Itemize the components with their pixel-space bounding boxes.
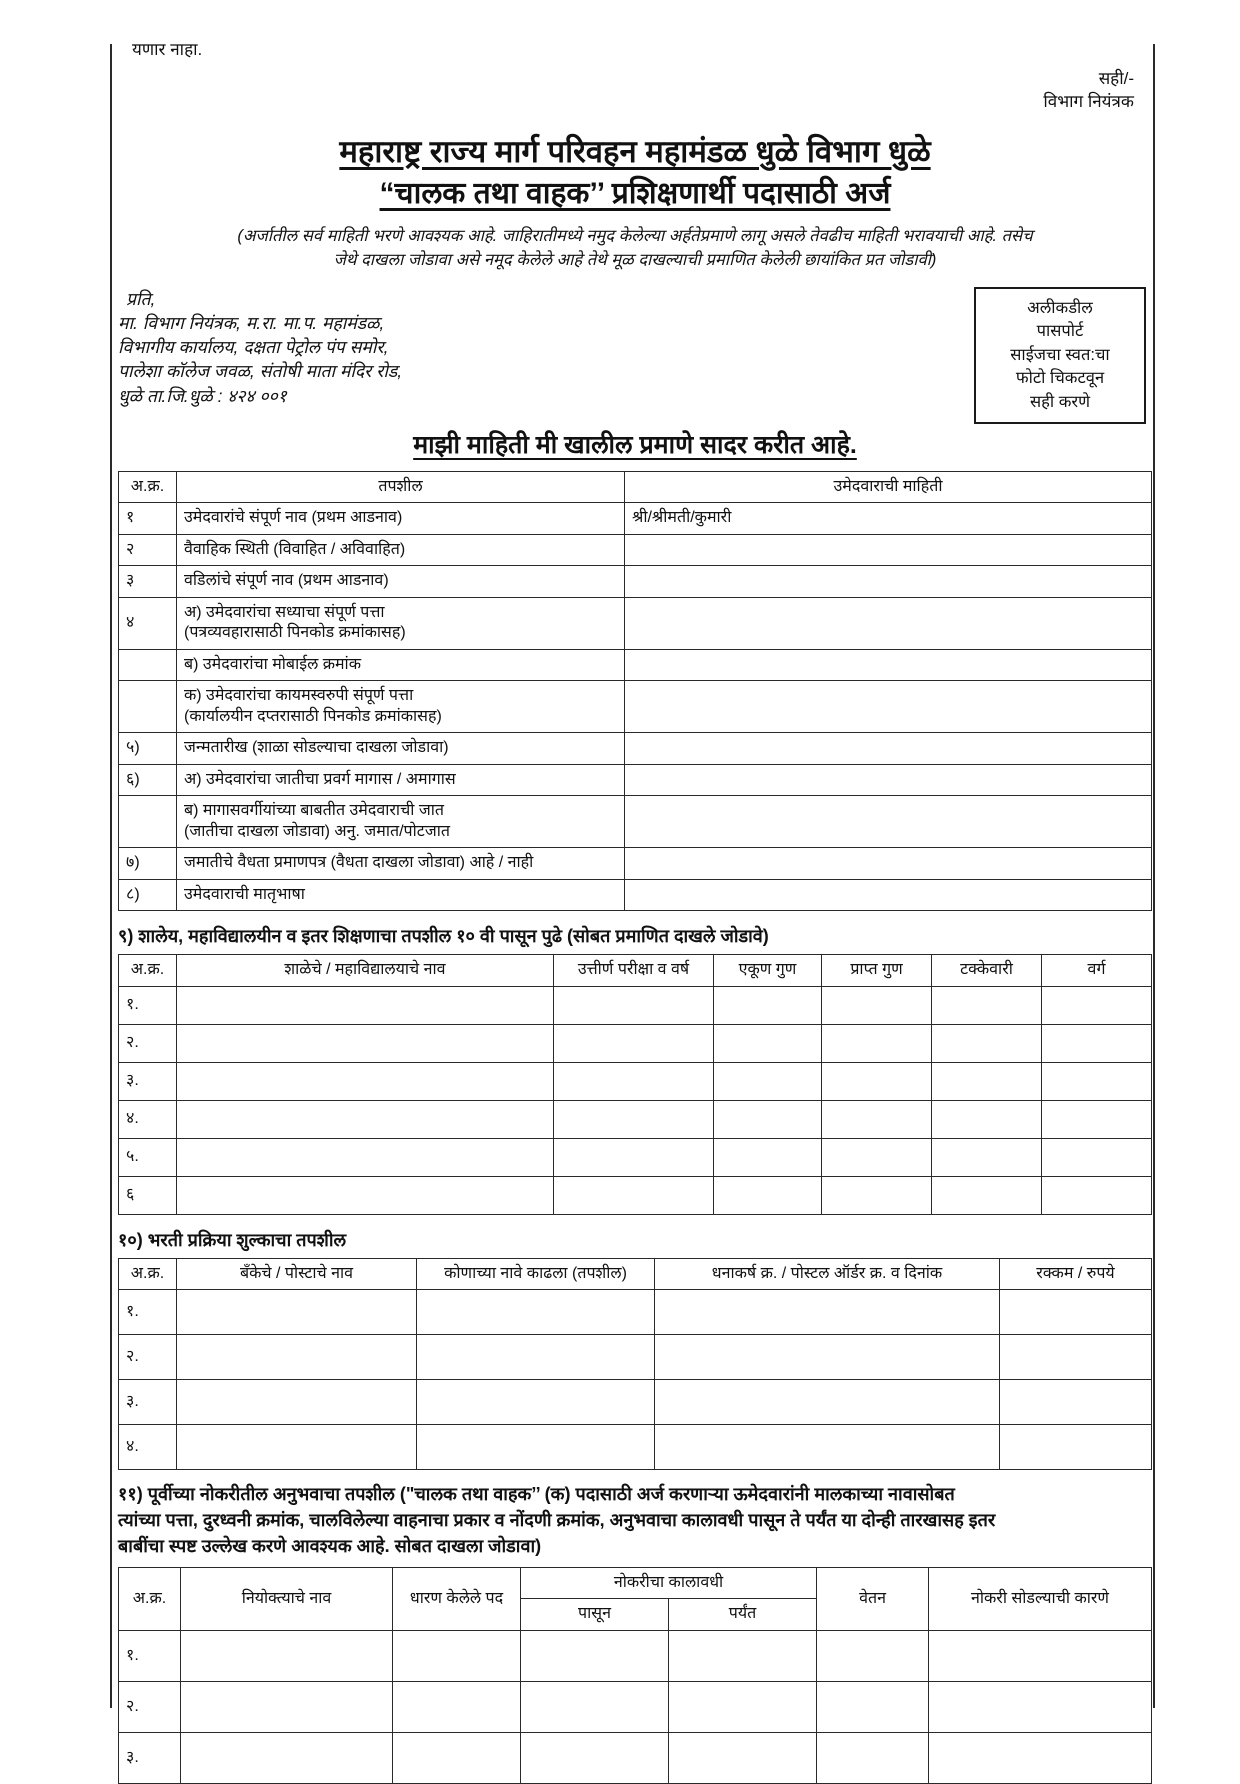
signature-line: सही/- bbox=[1098, 69, 1134, 89]
cell-class[interactable] bbox=[1042, 986, 1152, 1024]
cell-obtained-marks[interactable] bbox=[822, 1100, 932, 1138]
table-row bbox=[119, 1681, 1152, 1732]
table-row bbox=[119, 681, 1152, 733]
instruction-note-line-2: जेथे दाखला जोडावा असे नमूद केलेले आहे तेथे मूळ दाखल्याची प्रमाणित केलेली छायांकित प्रत जोडावी) bbox=[333, 251, 937, 270]
cell-salary[interactable] bbox=[817, 1732, 929, 1783]
table-row bbox=[119, 566, 1152, 597]
cell-percentage[interactable] bbox=[932, 986, 1042, 1024]
row-sr: १ bbox=[119, 503, 177, 534]
cell-obtained-marks[interactable] bbox=[822, 986, 932, 1024]
row-sr bbox=[119, 796, 177, 848]
column-header-sr: अ.क्र. bbox=[119, 1258, 177, 1289]
table-header-row bbox=[119, 1258, 1152, 1289]
column-header-bank-post-name: बँकेचे / पोस्टाचे नाव bbox=[177, 1258, 417, 1289]
addressee-line-4: धुळे ता.जि.धुळे : ४२४ ००१ bbox=[118, 385, 287, 406]
cell-post-held[interactable] bbox=[393, 1630, 521, 1681]
row-detail: वैवाहिक स्थिती (विवाहित / अविवाहित) bbox=[177, 534, 625, 565]
row-sr: २. bbox=[119, 1681, 181, 1732]
cell-class[interactable] bbox=[1042, 1024, 1152, 1062]
row-detail-line-1: ब) मागासवर्गीयांच्या बाबतीत उमेदवाराची जात bbox=[184, 802, 444, 820]
row-value[interactable] bbox=[625, 566, 1152, 597]
row-sr bbox=[119, 681, 177, 733]
cell-exam-year[interactable] bbox=[554, 1100, 714, 1138]
cell-salary[interactable] bbox=[817, 1630, 929, 1681]
row-detail-line-2: (कार्यालयीन दप्तरासाठी पिनकोड क्रमांकासह) bbox=[184, 707, 442, 725]
table-row bbox=[119, 597, 1152, 649]
column-header-class: वर्ग bbox=[1042, 955, 1152, 986]
declaration-heading-text: माझी माहिती मी खालील प्रमाणे सादर करीत आहे. bbox=[413, 430, 857, 459]
row-sr: ५) bbox=[119, 733, 177, 764]
page-subtitle-text: “चालक तथा वाहक’’ प्रशिक्षणार्थी पदासाठी अर्ज bbox=[379, 177, 891, 211]
row-detail: अ) उमेदवारांचा जातीचा प्रवर्ग मागास / अमागास bbox=[177, 764, 625, 795]
cell-reason-for-leaving[interactable] bbox=[929, 1681, 1152, 1732]
table-header-row bbox=[119, 1568, 1152, 1599]
cell-amount[interactable] bbox=[1000, 1380, 1152, 1425]
cell-duration-from[interactable] bbox=[521, 1681, 669, 1732]
row-detail-line-2: (पत्रव्यवहारासाठी पिनकोड क्रमांकासह) bbox=[184, 624, 406, 642]
column-header-drawn-in-favour: कोणाच्या नावे काढला (तपशील) bbox=[417, 1258, 655, 1289]
instruction-note bbox=[144, 225, 1126, 273]
cell-total-marks[interactable] bbox=[714, 1176, 822, 1214]
cell-duration-from[interactable] bbox=[521, 1732, 669, 1783]
section-11-paragraph bbox=[118, 1482, 1152, 1560]
cell-class[interactable] bbox=[1042, 1100, 1152, 1138]
row-value[interactable] bbox=[625, 848, 1152, 879]
row-value[interactable] bbox=[625, 681, 1152, 733]
cell-percentage[interactable] bbox=[932, 1138, 1042, 1176]
table-row bbox=[119, 796, 1152, 848]
cell-total-marks[interactable] bbox=[714, 1138, 822, 1176]
cell-employer-name[interactable] bbox=[181, 1681, 393, 1732]
table-row bbox=[119, 534, 1152, 565]
row-detail bbox=[177, 681, 625, 733]
cell-percentage[interactable] bbox=[932, 1062, 1042, 1100]
row-value[interactable]: श्री/श्रीमती/कुमारी bbox=[625, 503, 1152, 534]
column-header-amount: रक्कम / रुपये bbox=[1000, 1258, 1152, 1289]
column-header-sr: अ.क्र. bbox=[119, 471, 177, 502]
column-header-detail: तपशील bbox=[177, 471, 625, 502]
row-value[interactable] bbox=[625, 597, 1152, 649]
cell-bank-post-name[interactable] bbox=[177, 1290, 417, 1335]
column-header-sr: अ.क्र. bbox=[119, 955, 177, 986]
column-header-dd-postal-order: धनाकर्ष क्र. / पोस्टल ऑर्डर क्र. व दिनांक bbox=[655, 1258, 1000, 1289]
page-content bbox=[118, 40, 1152, 1784]
photo-box-line-1: पासपोर्ट bbox=[1036, 322, 1084, 341]
table-row bbox=[119, 1630, 1152, 1681]
cell-total-marks[interactable] bbox=[714, 1024, 822, 1062]
row-sr: २. bbox=[119, 1335, 177, 1380]
cell-institution[interactable] bbox=[177, 1176, 554, 1214]
cell-class[interactable] bbox=[1042, 1138, 1152, 1176]
photo-box-line-0: अलीकडील bbox=[1027, 298, 1093, 317]
cell-duration-from[interactable] bbox=[521, 1630, 669, 1681]
signature-block bbox=[118, 68, 1152, 114]
cell-percentage[interactable] bbox=[932, 1176, 1042, 1214]
cell-salary[interactable] bbox=[817, 1681, 929, 1732]
table-row bbox=[119, 848, 1152, 879]
cell-reason-for-leaving[interactable] bbox=[929, 1732, 1152, 1783]
table-row bbox=[119, 1380, 1152, 1425]
row-sr: ३. bbox=[119, 1732, 181, 1783]
cell-class[interactable] bbox=[1042, 1062, 1152, 1100]
table-row bbox=[119, 1138, 1152, 1176]
photo-box-line-3: फोटो चिकटवून bbox=[1015, 369, 1105, 388]
cell-bank-post-name[interactable] bbox=[177, 1380, 417, 1425]
addressee-section bbox=[118, 287, 1152, 417]
row-value[interactable] bbox=[625, 733, 1152, 764]
column-header-post-held: धारण केलेले पद bbox=[393, 1568, 521, 1631]
cell-drawn-in-favour[interactable] bbox=[417, 1335, 655, 1380]
cell-post-held[interactable] bbox=[393, 1732, 521, 1783]
cell-institution[interactable] bbox=[177, 986, 554, 1024]
table-row bbox=[119, 1100, 1152, 1138]
cell-exam-year[interactable] bbox=[554, 1024, 714, 1062]
instruction-note-line-1: (अर्जातील सर्व माहिती भरणे आवश्यक आहे. जाहिरातीमध्ये नमुद केलेल्या अर्हतेप्रमाणे लागू असले तेवढीच माहिती भरावयाची आहे. तसेच bbox=[237, 227, 1033, 246]
row-sr: २ bbox=[119, 534, 177, 565]
cell-bank-post-name[interactable] bbox=[177, 1335, 417, 1380]
cell-institution[interactable] bbox=[177, 1024, 554, 1062]
row-detail bbox=[177, 597, 625, 649]
photo-paste-box bbox=[974, 287, 1146, 424]
addressee-line-2: विभागीय कार्यालय, दक्षता पेट्रोल पंप समोर, bbox=[118, 337, 389, 358]
photo-box-line-4: सही करणे bbox=[1029, 392, 1091, 411]
cell-reason-for-leaving[interactable] bbox=[929, 1630, 1152, 1681]
row-detail: वडिलांचे संपूर्ण नाव (प्रथम आडनाव) bbox=[177, 566, 625, 597]
row-sr: ६ bbox=[119, 1176, 177, 1214]
column-header-service-duration: नोकरीचा कालावधी bbox=[521, 1568, 817, 1599]
cell-exam-year[interactable] bbox=[554, 1062, 714, 1100]
cell-employer-name[interactable] bbox=[181, 1732, 393, 1783]
table-row bbox=[119, 1425, 1152, 1470]
row-detail-line-2: (जातीचा दाखला जोडावा) अनु. जमात/पोटजात bbox=[184, 822, 450, 840]
section-9-heading: ९) शालेय, महाविद्यालयीन व इतर शिक्षणाचा तपशील १० वी पासून पुढे (सोबत प्रमाणित दाखले जोडावे) bbox=[118, 925, 769, 946]
row-detail-line-1: क) उमेदवारांचा कायमस्वरुपी संपूर्ण पत्ता bbox=[184, 687, 414, 705]
row-detail: ब) उमेदवारांचा मोबाईल क्रमांक bbox=[177, 649, 625, 680]
page-title-text: महाराष्ट्र राज्य मार्ग परिवहन महामंडळ धुळे विभाग धुळे bbox=[339, 134, 931, 170]
row-detail: उमेदवाराची मातृभाषा bbox=[177, 879, 625, 910]
cell-obtained-marks[interactable] bbox=[822, 1138, 932, 1176]
table-row bbox=[119, 733, 1152, 764]
cell-obtained-marks[interactable] bbox=[822, 1176, 932, 1214]
cell-exam-year[interactable] bbox=[554, 1138, 714, 1176]
row-value[interactable] bbox=[625, 534, 1152, 565]
table-row bbox=[119, 1176, 1152, 1214]
column-header-institution: शाळेचे / महाविद्यालयाचे नाव bbox=[177, 955, 554, 986]
cell-duration-to[interactable] bbox=[669, 1732, 817, 1783]
column-header-reason-for-leaving: नोकरी सोडल्याची कारणे bbox=[929, 1568, 1152, 1631]
row-sr: ६) bbox=[119, 764, 177, 795]
row-detail-line-1: अ) उमेदवारांचा सध्याचा संपूर्ण पत्ता bbox=[184, 603, 385, 621]
table-row bbox=[119, 764, 1152, 795]
section-10-heading: १०) भरती प्रक्रिया शुल्काचा तपशील bbox=[118, 1229, 347, 1250]
cell-exam-year[interactable] bbox=[554, 1176, 714, 1214]
row-sr: ५. bbox=[119, 1138, 177, 1176]
table-row bbox=[119, 649, 1152, 680]
row-sr: १. bbox=[119, 986, 177, 1024]
top-continuation-text: यणार नाहा. bbox=[132, 40, 203, 59]
cell-dd-postal-order[interactable] bbox=[655, 1425, 1000, 1470]
addressee-line-1: मा. विभाग नियंत्रक, म.रा. मा.प. महामंडळ, bbox=[118, 313, 385, 334]
cell-employer-name[interactable] bbox=[181, 1630, 393, 1681]
cell-total-marks[interactable] bbox=[714, 1062, 822, 1100]
addressee-line-3: पालेशा कॉलेज जवळ, संतोषी माता मंदिर रोड, bbox=[118, 361, 403, 382]
row-value[interactable] bbox=[625, 764, 1152, 795]
row-detail bbox=[177, 796, 625, 848]
personal-information-table bbox=[118, 471, 1152, 911]
page-title bbox=[118, 132, 1152, 171]
column-header-duration-to: पर्यंत bbox=[669, 1599, 817, 1630]
cell-dd-postal-order[interactable] bbox=[655, 1380, 1000, 1425]
cell-post-held[interactable] bbox=[393, 1681, 521, 1732]
table-row bbox=[119, 879, 1152, 910]
column-header-total-marks: एकूण गुण bbox=[714, 955, 822, 986]
row-detail: जमातीचे वैधता प्रमाणपत्र (वैधता दाखला जोडावा) आहे / नाही bbox=[177, 848, 625, 879]
cell-percentage[interactable] bbox=[932, 1024, 1042, 1062]
section-11-line-3: बाबींचा स्पष्ट उल्लेख करणे आवश्यक आहे. सोबत दाखला जोडावा) bbox=[118, 1536, 542, 1557]
row-sr: ४. bbox=[119, 1100, 177, 1138]
cell-institution[interactable] bbox=[177, 1062, 554, 1100]
page-border-left-rule bbox=[110, 44, 112, 1708]
cell-drawn-in-favour[interactable] bbox=[417, 1425, 655, 1470]
table-row bbox=[119, 1732, 1152, 1783]
photo-box-line-2: साईजचा स्वत:चा bbox=[1010, 345, 1110, 364]
section-11-line-1: ११) पूर्वीच्या नोकरीतील अनुभवाचा तपशील ("चालक तथा वाहक’’ (क) पदासाठी अर्ज करणाऱ्या ऊमेदवारांनी मालकाच्या नावासोबत bbox=[118, 1484, 955, 1505]
row-sr: ७) bbox=[119, 848, 177, 879]
cell-bank-post-name[interactable] bbox=[177, 1425, 417, 1470]
row-sr: १. bbox=[119, 1290, 177, 1335]
column-header-employer-name: नियोक्त्याचे नाव bbox=[181, 1568, 393, 1631]
cell-obtained-marks[interactable] bbox=[822, 1062, 932, 1100]
column-header-duration-from: पासून bbox=[521, 1599, 669, 1630]
row-detail: जन्मतारीख (शाळा सोडल्याचा दाखला जोडावा) bbox=[177, 733, 625, 764]
row-sr: १. bbox=[119, 1630, 181, 1681]
table-row bbox=[119, 1335, 1152, 1380]
cell-dd-postal-order[interactable] bbox=[655, 1335, 1000, 1380]
cell-class[interactable] bbox=[1042, 1176, 1152, 1214]
row-sr bbox=[119, 649, 177, 680]
cell-amount[interactable] bbox=[1000, 1290, 1152, 1335]
experience-table bbox=[118, 1567, 1152, 1784]
column-header-exam-year: उत्तीर्ण परीक्षा व वर्ष bbox=[554, 955, 714, 986]
table-header-row bbox=[119, 955, 1152, 986]
row-sr: ३. bbox=[119, 1380, 177, 1425]
column-header-salary: वेतन bbox=[817, 1568, 929, 1631]
addressee-line-0: प्रति, bbox=[126, 288, 156, 309]
row-value[interactable] bbox=[625, 649, 1152, 680]
row-sr: २. bbox=[119, 1024, 177, 1062]
cell-drawn-in-favour[interactable] bbox=[417, 1380, 655, 1425]
cell-duration-to[interactable] bbox=[669, 1630, 817, 1681]
table-row bbox=[119, 986, 1152, 1024]
cell-dd-postal-order[interactable] bbox=[655, 1290, 1000, 1335]
table-row bbox=[119, 503, 1152, 534]
page-subtitle bbox=[118, 175, 1152, 213]
page-border-right-rule bbox=[1153, 44, 1155, 1708]
row-sr: ३. bbox=[119, 1062, 177, 1100]
declaration-heading bbox=[118, 427, 1152, 461]
column-header-sr: अ.क्र. bbox=[119, 1568, 181, 1631]
table-row bbox=[119, 1062, 1152, 1100]
row-sr: ३ bbox=[119, 566, 177, 597]
cell-duration-to[interactable] bbox=[669, 1681, 817, 1732]
cell-institution[interactable] bbox=[177, 1138, 554, 1176]
row-sr: ८) bbox=[119, 879, 177, 910]
cell-obtained-marks[interactable] bbox=[822, 1024, 932, 1062]
table-row bbox=[119, 1024, 1152, 1062]
row-sr: ४ bbox=[119, 597, 177, 649]
row-sr: ४. bbox=[119, 1425, 177, 1470]
signature-designation: विभाग नियंत्रक bbox=[1043, 92, 1134, 112]
column-header-obtained-marks: प्राप्त गुण bbox=[822, 955, 932, 986]
table-row bbox=[119, 1290, 1152, 1335]
fee-details-table bbox=[118, 1258, 1152, 1470]
cell-amount[interactable] bbox=[1000, 1425, 1152, 1470]
education-table bbox=[118, 954, 1152, 1214]
cell-amount[interactable] bbox=[1000, 1335, 1152, 1380]
section-11-line-2: त्यांच्या पत्ता, दुरध्वनी क्रमांक, चालविलेल्या वाहनाचा प्रकार व नोंदणी क्रमांक, अनुभवाचा कालावधी पासून ते पर्यंत या दोन्ही तारखासह इतर bbox=[118, 1510, 996, 1531]
table-header-row bbox=[119, 471, 1152, 502]
column-header-percentage: टक्केवारी bbox=[932, 955, 1042, 986]
column-header-candidate-info: उमेदवाराची माहिती bbox=[625, 471, 1152, 502]
cell-institution[interactable] bbox=[177, 1100, 554, 1138]
cell-drawn-in-favour[interactable] bbox=[417, 1290, 655, 1335]
cell-exam-year[interactable] bbox=[554, 986, 714, 1024]
cell-percentage[interactable] bbox=[932, 1100, 1042, 1138]
row-detail: उमेदवारांचे संपूर्ण नाव (प्रथम आडनाव) bbox=[177, 503, 625, 534]
row-value[interactable] bbox=[625, 796, 1152, 848]
cell-total-marks[interactable] bbox=[714, 986, 822, 1024]
row-value[interactable] bbox=[625, 879, 1152, 910]
cell-total-marks[interactable] bbox=[714, 1100, 822, 1138]
